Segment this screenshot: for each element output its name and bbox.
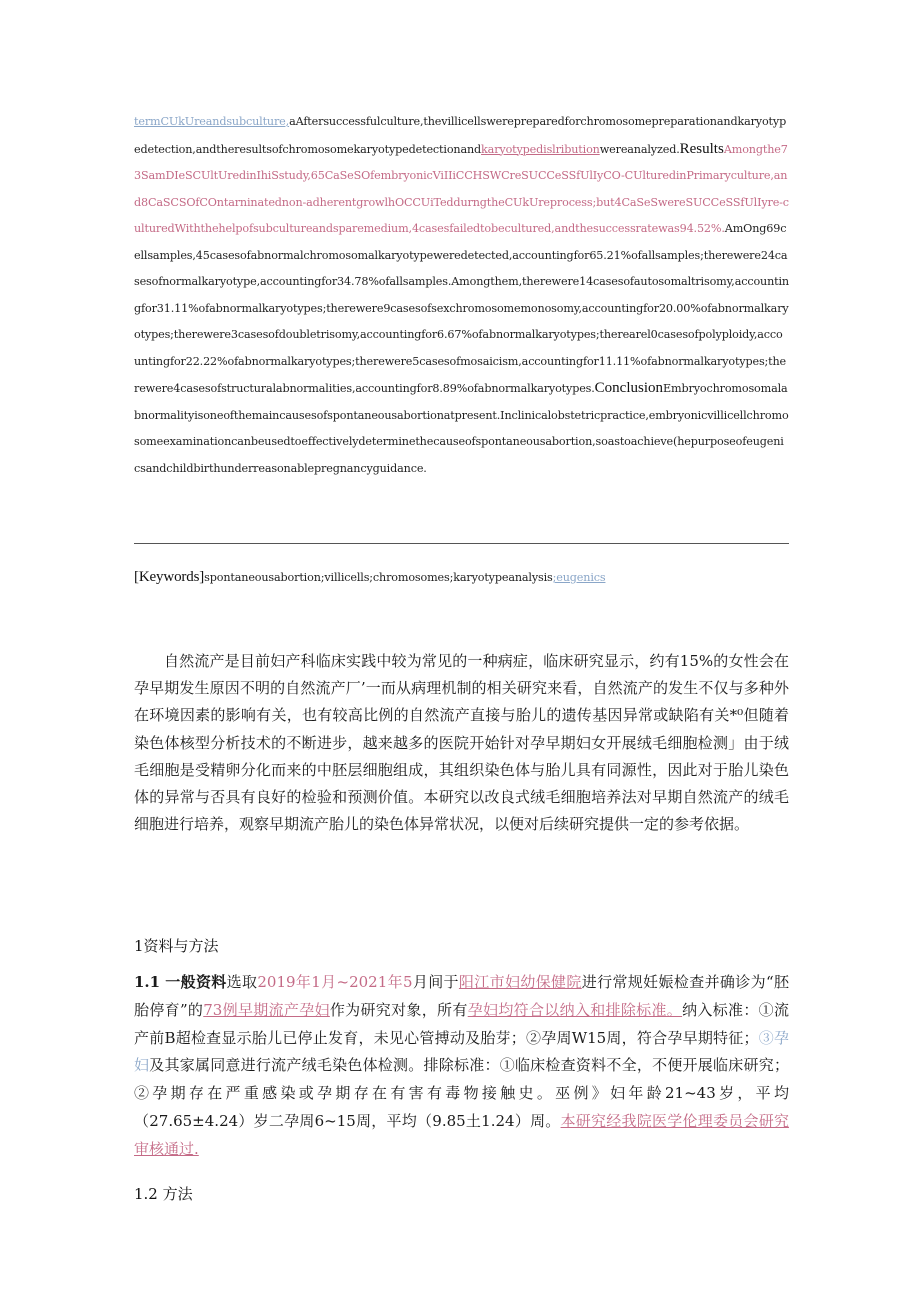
subjects-link[interactable]: 73例早期流产孕妇 (203, 1000, 330, 1019)
hospital-link[interactable]: 阳江市妇幼保健院 (458, 973, 582, 991)
conclusion-text: Embryochromosomalabnormalityisoneofthemaincausesofspontaneousabortionatpresent.Inclinicalobstetricpractice,embryonicvillicellchromosomeexaminationcanbeusedtoeffectivelydeterminethecauseofspontaneousabortion,soastoachieve(hepurposeofeugenicsandchildbirthunderreasonablepregnancyguidance. (134, 382, 789, 475)
results-highlight: Amongthe73SamDIeSCUltUredinIhiSstudy,65CaSeSOfembryonicViIIiCCHSWCreSUCCeSSfUlIyCO-CUlturedinPrimaryculture,and8CaSCSOfCOntarninatednon-adherentgrowlhOCCUiTeddurngtheCUkUreprocess;but4CaSeSwereSUCCeSSfUlIyre-culturedWiththehelpofsubcultureandsparemedium,4casesfailedtobecultured,andthesuccessratewas94.52%. (134, 142, 789, 235)
intro-paragraph: 自然流产是目前妇产科临床实践中较为常见的一种病症，临床研究显示，约有15%的女性会在孕早期发生原因不明的自然流产厂’一而从病理机制的相关研究来看，自然流产的发生不仅与多种外在环境因素的影响有关，也有较高比例的自然流产直接与胎儿的遗传基因异常或缺陷有关*⁰但随着染色体核型分析技术的不断进步，越来越多的医院开始针对孕早期妇女开展绒毛细胞检测」由于绒毛细胞是受精卵分化而来的中胚层细胞组成，其组织染色体与胎儿具有同源性，因此对于胎儿染色体的异常与否具有良好的检验和预测价值。本研究以改良式绒毛细胞培养法对早期自然流产的绒毛细胞进行培养，观察早期流产胎儿的染色体异常状况，以便对后续研究提供一定的参考依据。 (134, 652, 789, 834)
results-text: AmOng69cellsamples,45casesofabnormalchromosomalkaryotypeweredetected,accountingfor65.21%ofallsamples;therewere24casesofnormalkaryotype,accountingfor34.78%ofallsamples.Amongthem,therewere14casesofautosomaltrisomy,accountingfor31.11%ofabnormalkaryotypes;therewere9casesofsexchromosomemonosomy,accountingfor20.00%ofabnormalkaryotypes;therewere3casesofdoubletrisomy,accountingfor6.67%ofabnormalkaryotypes;therearel0casesofpolyploidy,accountingfor22.22%ofabnormalkaryotypes;therewere5casesofmosaicism,accountingfor11.11%ofabnormalkaryotypes;therewere4casesofstructuralabnormalities,accountingfor8.89%ofabnormalkaryotypes. (134, 222, 789, 395)
conclusion-label: Conclusion (594, 380, 664, 396)
abstract-methods-tail (134, 109, 789, 482)
date-range: 2019年1月~2021年5 (257, 973, 413, 991)
keywords-text: spontaneousabortion;villicells;chromosomes;karyotypeanalysis (204, 571, 553, 584)
text-run: 纳入标准：①流产前B超检查显示胎儿已停止发育，未见心管搏动及胎芽；②孕周W15周，符合孕早期特征； (134, 1000, 789, 1047)
highlight-run: ③孕妇 (134, 1028, 789, 1075)
section-1-1-number: 1.1 (134, 973, 161, 991)
text-run: 月间于 (412, 973, 459, 991)
abstract-link-karyotype[interactable]: karyotypedislribution (481, 142, 600, 156)
section-1-1-paragraph (134, 969, 789, 1164)
criteria-link[interactable]: 孕妇均符合以纳入和排除标准。 (467, 1000, 683, 1019)
results-label: Results (679, 140, 724, 157)
text-run: 及其家属同意进行流产绒毛染色体检测。排除标准：①临床检查资料不全，不便开展临床研究；②孕期存在严重感染或孕期存在有害有毒物接触史。巫例》妇年龄21~43岁，平均（27.65±4.24）岁二孕周6~15周，平均（9.85土1.24）周。 (134, 1056, 789, 1130)
text-run: 作为研究对象，所有 (329, 1000, 468, 1019)
section-heading-1: 1资料与方法 (134, 937, 219, 955)
section-1-1-title: 一般资料 (165, 973, 227, 991)
keywords-line (134, 566, 789, 589)
abstract-divider (134, 543, 789, 544)
abstract-text: aAftersuccessfulculture,thevillicellswerepreparedforchromosomepreparationandkaryotypedetection,andtheresultsofchromosomekaryotypedetectionand (134, 115, 787, 156)
section-heading-1-2: 1.2 方法 (134, 1185, 193, 1203)
abstract-text-end: wereanalyzed. (599, 142, 680, 156)
abstract-link[interactable]: termCUkUreandsubculture, (134, 115, 290, 128)
ethics-link[interactable]: 本研究经我院医学伦理委员会研究审核通过. (134, 1111, 789, 1158)
text-run: 选取 (226, 973, 258, 991)
keywords-link[interactable]: ;eugenics (552, 571, 606, 584)
keywords-label: [Keywords] (134, 569, 205, 585)
text-run: 进行常规妊娠检查并确诊为“胚胎停育”的 (134, 973, 789, 1019)
